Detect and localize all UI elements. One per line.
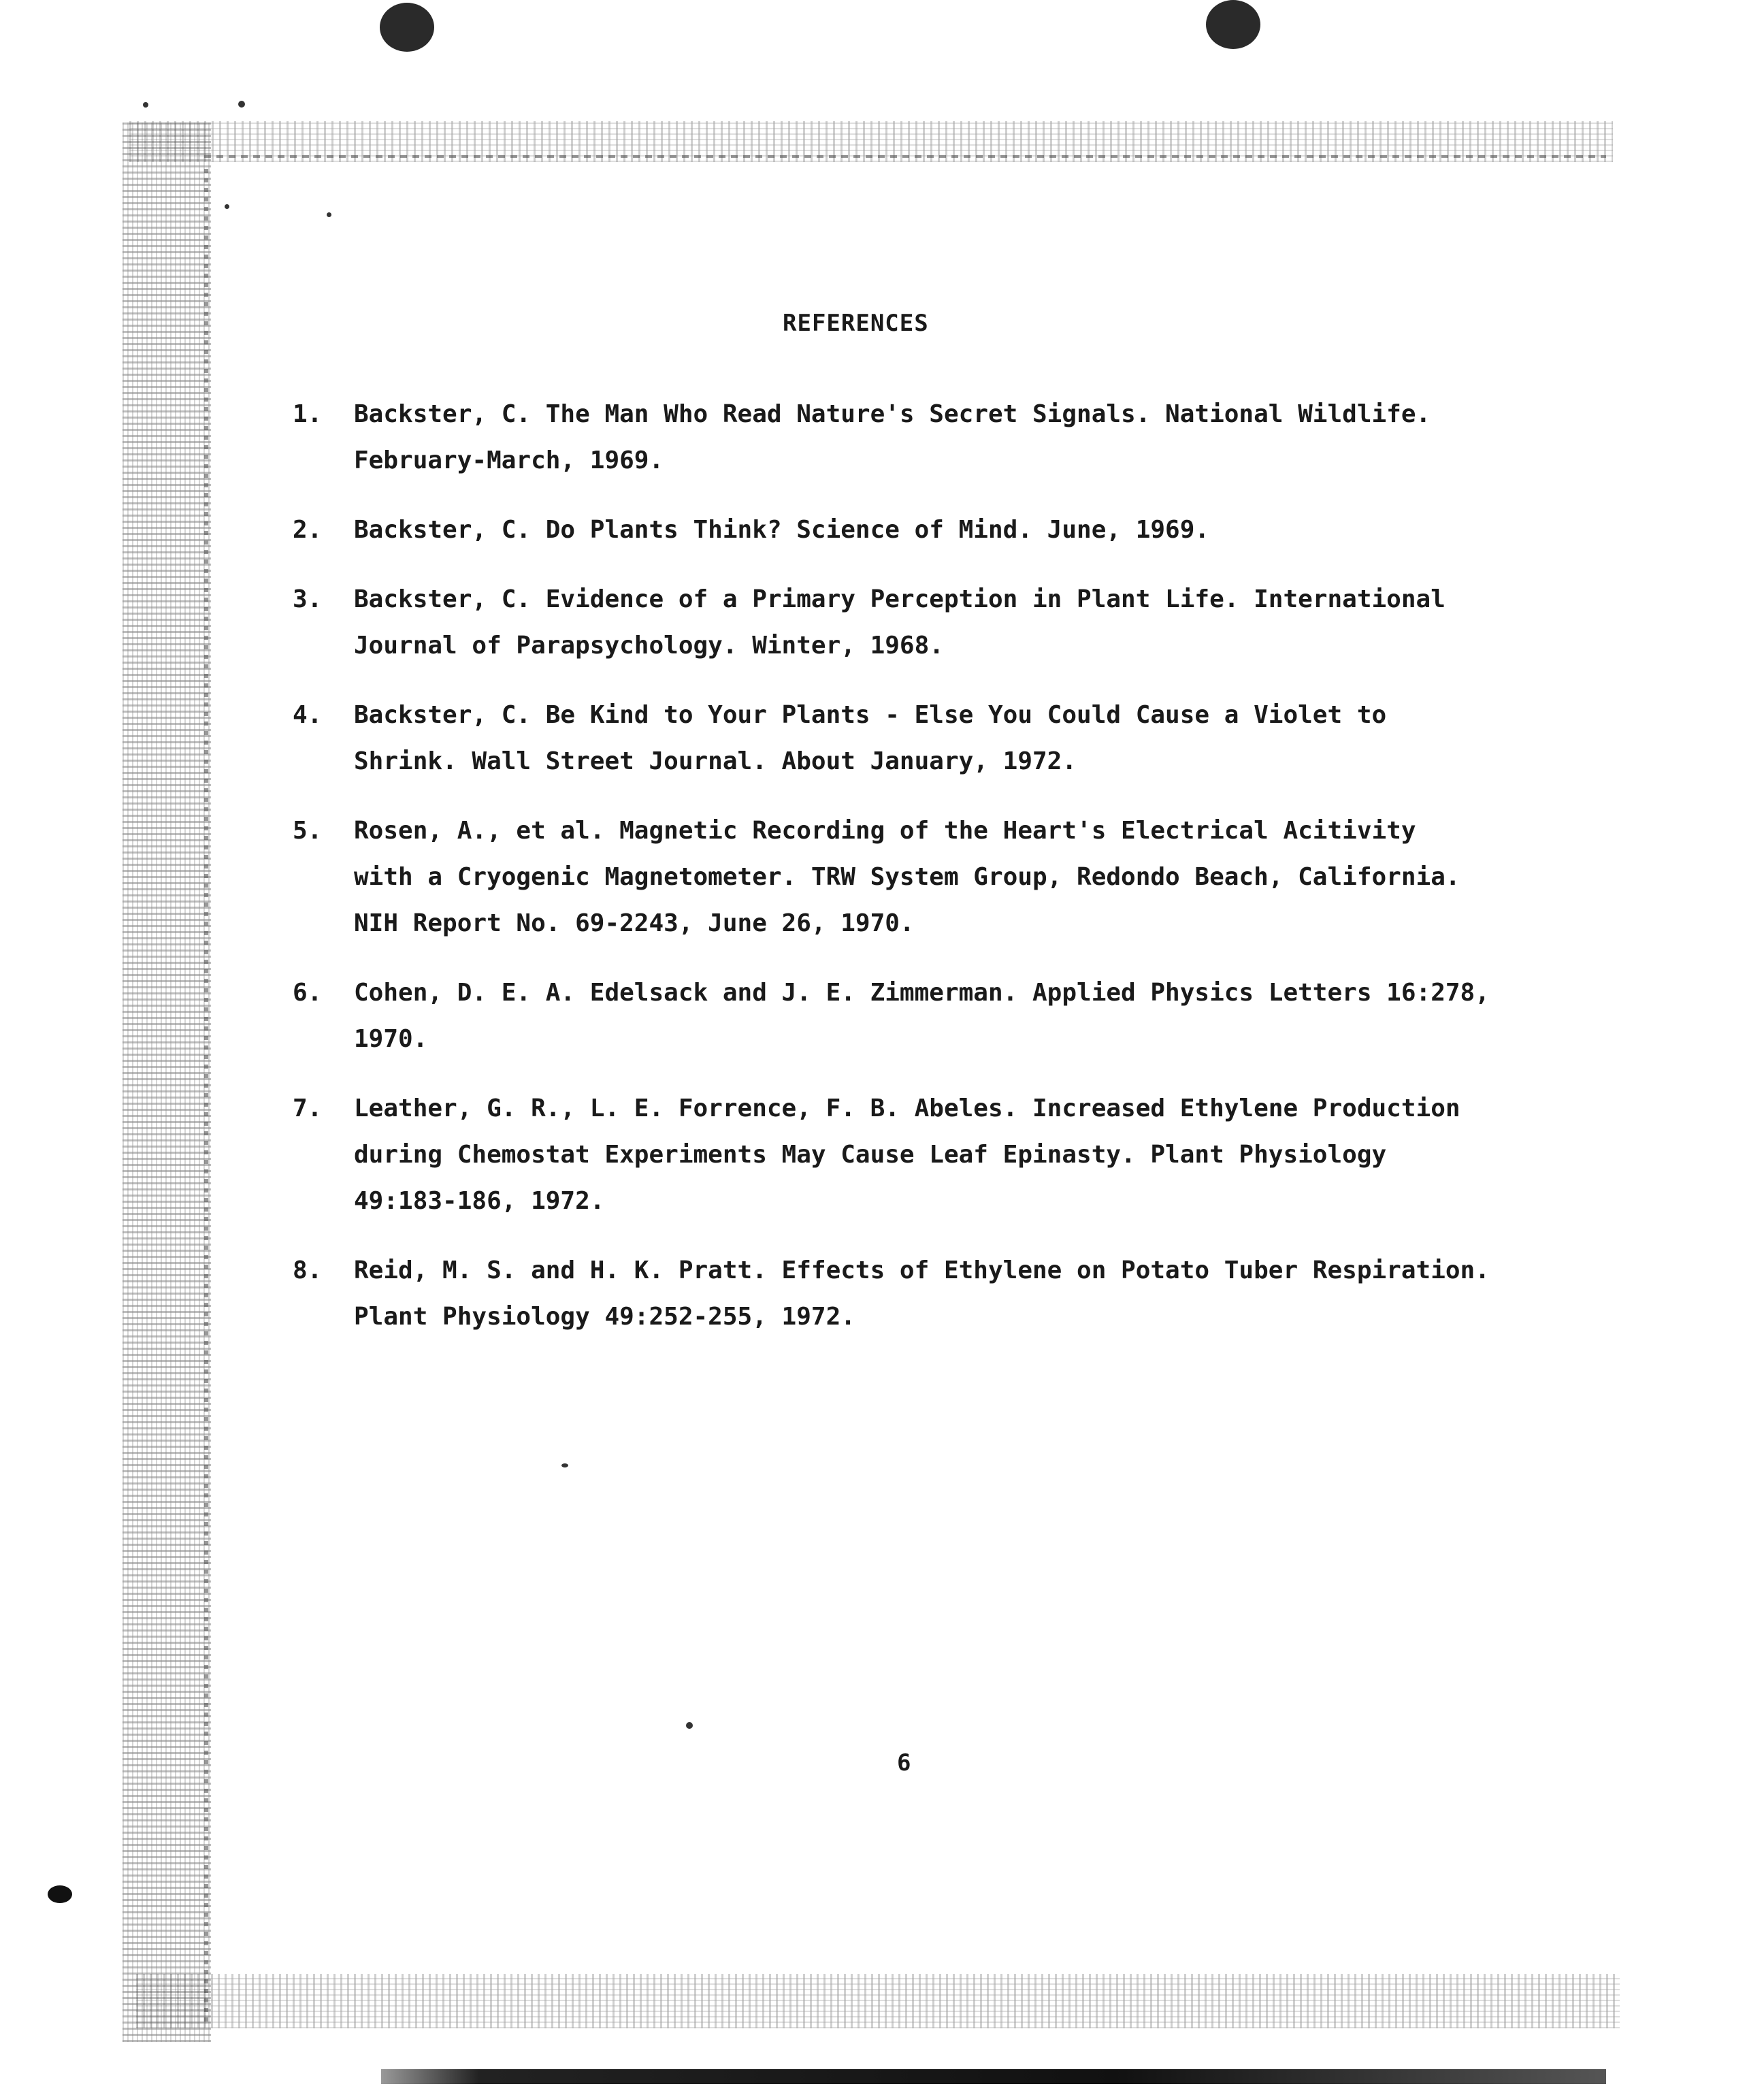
scan-border-bottom-bar (381, 2069, 1606, 2084)
reference-item (293, 507, 1572, 553)
reference-text-line: Journal of Parapsychology. Winter, 1968. (354, 632, 944, 660)
reference-item (293, 1086, 1572, 1224)
reference-number: 7. (293, 1094, 323, 1122)
reference-text-line: 1970. (354, 1025, 428, 1053)
reference-text-line: Backster, C. Evidence of a Primary Perception in Plant Life. International (354, 585, 1446, 613)
reference-text-line: Cohen, D. E. A. Edelsack and J. E. Zimmerman. Applied Physics Letters 16:278, (354, 979, 1490, 1007)
scan-border-left (122, 123, 211, 2042)
reference-item (293, 970, 1572, 1062)
speck (238, 101, 245, 108)
reference-text-line: Rosen, A., et al. Magnetic Recording of the Heart's Electrical Acitivity (354, 817, 1416, 845)
references-heading: REFERENCES (783, 310, 929, 337)
scan-border-bottom (136, 1974, 1620, 2028)
speck (686, 1722, 693, 1729)
reference-text-line: February-March, 1969. (354, 447, 664, 474)
reference-text-line: during Chemostat Experiments May Cause Leaf Epinasty. Plant Physiology (354, 1141, 1387, 1169)
speck (143, 102, 148, 108)
speck (48, 1885, 72, 1903)
reference-number: 5. (293, 817, 323, 845)
reference-item (293, 692, 1572, 785)
speck (225, 204, 229, 209)
reference-text-line: Backster, C. The Man Who Read Nature's Secret Signals. National Wildlife. (354, 400, 1431, 428)
reference-text-line: 49:183-186, 1972. (354, 1187, 605, 1215)
page-number: 6 (897, 1749, 911, 1776)
reference-text-line: Plant Physiology 49:252-255, 1972. (354, 1303, 855, 1331)
reference-item (293, 391, 1572, 484)
reference-item (293, 577, 1572, 669)
reference-number: 2. (293, 516, 323, 544)
reference-number: 6. (293, 979, 323, 1007)
reference-number: 3. (293, 585, 323, 613)
punch-hole-right (1206, 0, 1260, 49)
reference-number: 1. (293, 400, 323, 428)
reference-item (293, 808, 1572, 947)
reference-text-line: with a Cryogenic Magnetometer. TRW System Group, Redondo Beach, California. (354, 863, 1460, 891)
punch-hole-left (380, 3, 434, 52)
reference-text-line: Backster, C. Do Plants Think? Science of Mind. June, 1969. (354, 516, 1210, 544)
reference-list (293, 391, 1572, 1363)
reference-number: 4. (293, 701, 323, 729)
reference-text-line: Shrink. Wall Street Journal. About January, 1972. (354, 747, 1077, 775)
reference-item (293, 1248, 1572, 1340)
scan-border-left-line (204, 163, 208, 2022)
reference-number: 8. (293, 1256, 323, 1284)
scan-border-top-line (204, 155, 1606, 158)
speck (561, 1463, 568, 1467)
speck (327, 212, 331, 217)
reference-text-line: Backster, C. Be Kind to Your Plants - Else You Could Cause a Violet to (354, 701, 1387, 729)
reference-text-line: Reid, M. S. and H. K. Pratt. Effects of Ethylene on Potato Tuber Respiration. (354, 1256, 1490, 1284)
reference-text-line: Leather, G. R., L. E. Forrence, F. B. Abeles. Increased Ethylene Production (354, 1094, 1460, 1122)
reference-text-line: NIH Report No. 69-2243, June 26, 1970. (354, 909, 915, 937)
